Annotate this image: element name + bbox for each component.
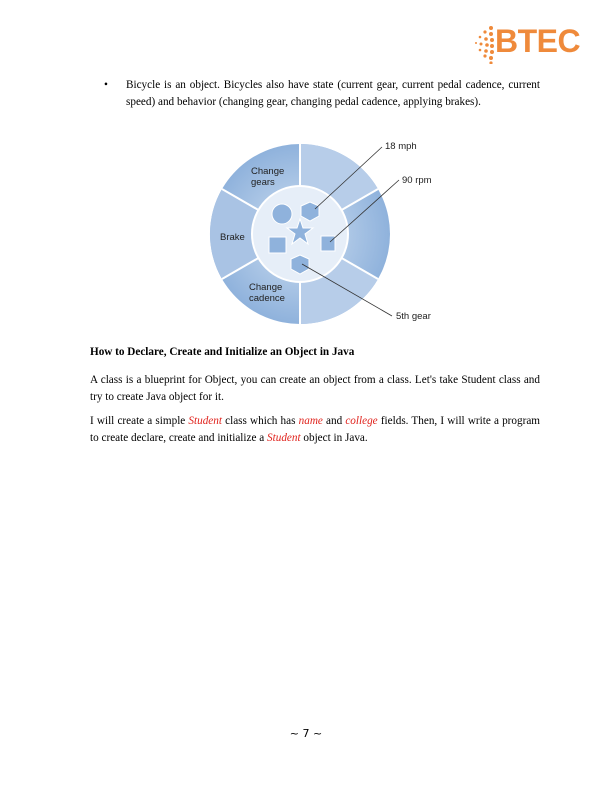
state-label-gear: 5th gear (396, 311, 431, 322)
state-label-cadence: 90 rpm (402, 175, 432, 186)
behavior-label-brake: Brake (220, 232, 245, 243)
paragraph-class-blueprint: A class is a blueprint for Object, you can create an object from a class. Let's take Student class and try to create Java object for it. (90, 374, 540, 403)
bullet-item (104, 77, 540, 111)
bullet-dot-icon: • (104, 79, 108, 91)
para2-text-3: and (322, 415, 346, 427)
para2-text-4: fields. Then, I will write a program to create declare, create and initialize a (90, 415, 540, 444)
circle-shape (272, 204, 292, 224)
btec-logo (473, 20, 597, 66)
page-number: ~ 7 ~ (289, 727, 323, 740)
code-term-student: Student (188, 415, 222, 427)
code-term-college: college (345, 415, 378, 427)
bullet-text: Bicycle is an object. Bicycles also have state (current gear, current pedal cadence, current speed) and behavior (changing gear, changing pedal cadence, applying brakes). (126, 79, 540, 109)
bicycle-object-diagram (204, 134, 440, 334)
logo-text: BTEC (495, 23, 581, 59)
square-shape (269, 237, 286, 253)
paragraph-student-class (90, 413, 540, 447)
logo-dots-icon (473, 24, 497, 64)
code-term-name: name (298, 415, 323, 427)
para2-text-1: I will create a simple (90, 415, 189, 427)
cadence-square-shape (321, 236, 335, 251)
code-term-student-2: Student (267, 432, 301, 444)
behavior-label-change-gears: Change gears (251, 166, 285, 188)
behavior-label-change-cadence: Change cadence (249, 282, 285, 304)
state-label-speed: 18 mph (385, 141, 417, 152)
section-heading: How to Declare, Create and Initialize an Object in Java (90, 346, 355, 358)
para2-text-5: object in Java. (300, 432, 368, 444)
para2-text-2: class which has (221, 415, 299, 427)
